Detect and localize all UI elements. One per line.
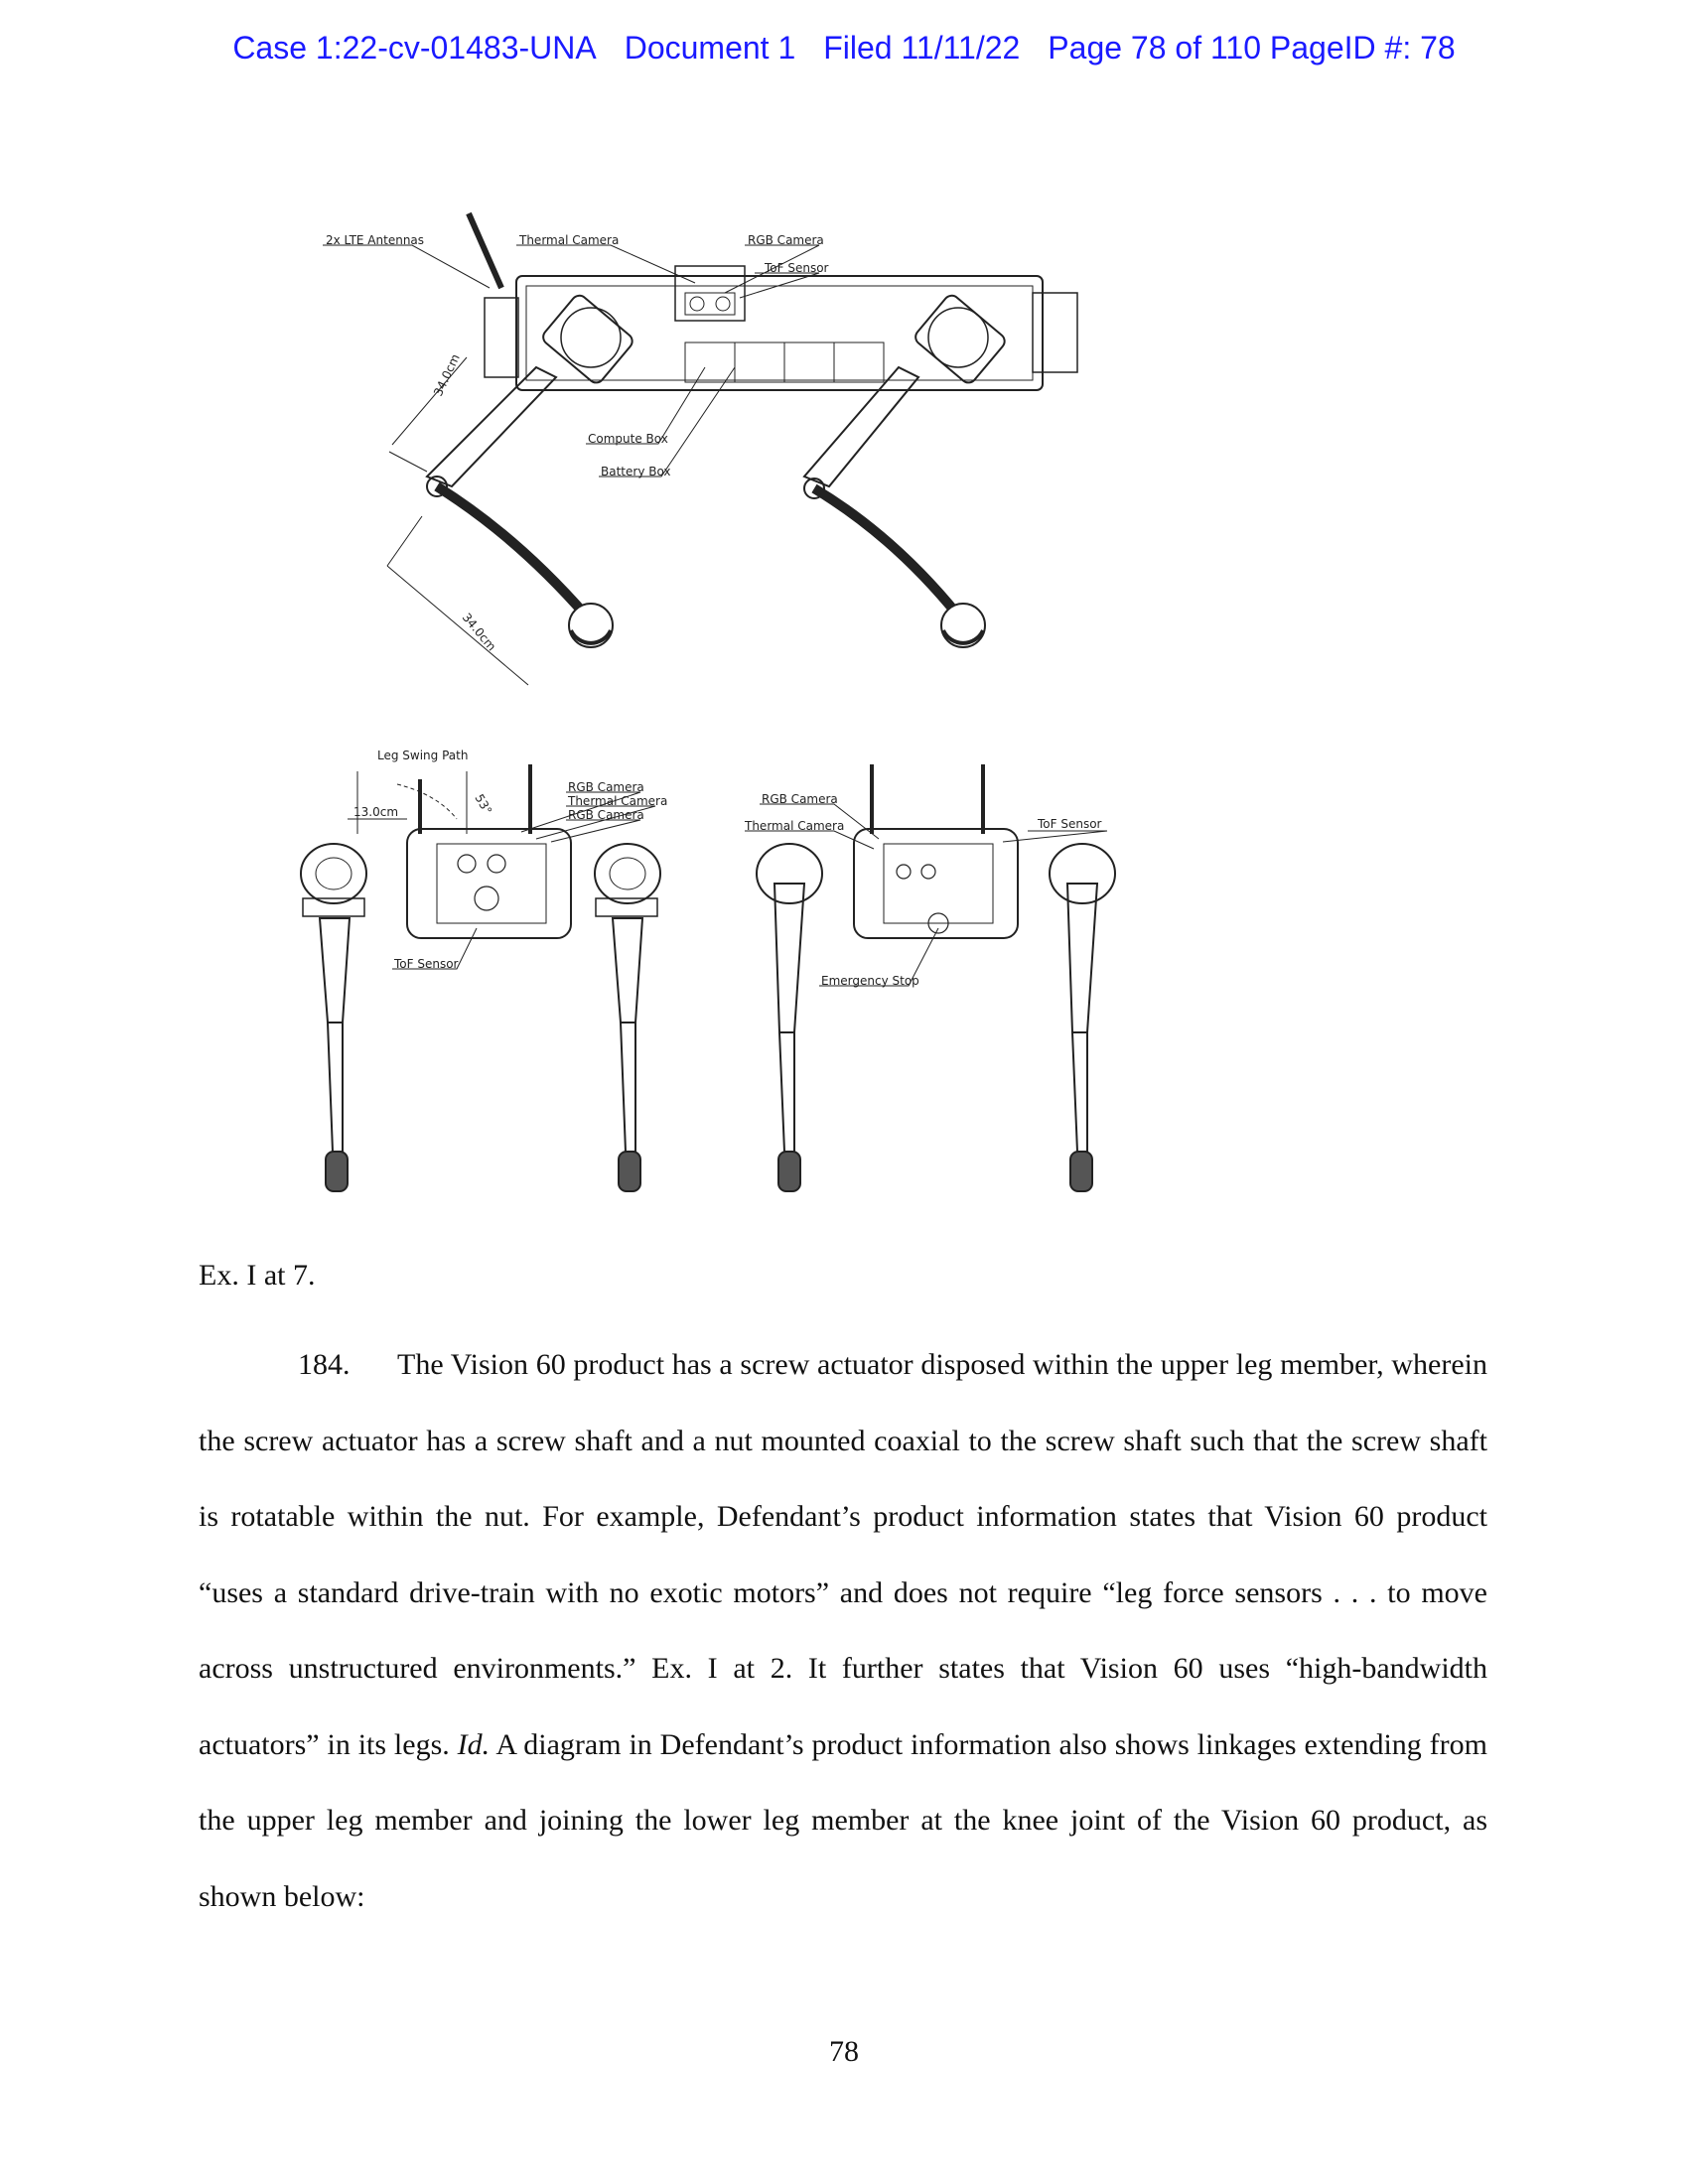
paragraph-text-1: The Vision 60 product has a screw actuator disposed within the upper leg member, wherein the screw actuator has a screw shaft and a nut mounted coaxial to the screw shaft such that the screw shaft is rotatable within the nut. For example, Defendant’s product information states that Vision 60 product “uses a standard drive-train with no exotic motors” and does not require “leg force sensors . . . to move across unstructured environments.” Ex. I at 2. It further states that Vision 60 uses “high-bandwidth actuators” in its legs. [199, 1348, 1487, 1761]
front-view-drawing [301, 764, 660, 1191]
label-lower-leg-dimension: 34.0cm [459, 610, 499, 654]
label-upper-leg-dimension: 34.0cm [431, 351, 463, 399]
paragraph-text-2: A diagram in Defendant’s product information also shows linkages extending from the upper leg member and joining the lower leg member at the knee joint of the Vision 60 product, as shown below: [199, 1727, 1487, 1913]
side-view-drawing [323, 213, 1077, 685]
page-id: Page 78 of 110 PageID #: 78 [1048, 30, 1456, 66]
label-emergency-stop: Emergency Stop [821, 974, 919, 988]
label-rear-tof-sensor: ToF Sensor [1038, 817, 1102, 831]
label-compute-box: Compute Box [588, 432, 668, 446]
label-front-tof-sensor: ToF Sensor [394, 957, 459, 971]
label-leg-swing-path: Leg Swing Path [377, 749, 469, 762]
label-side-rgb-camera: RGB Camera [748, 233, 824, 247]
label-front-rgb-camera-2: RGB Camera [568, 808, 644, 822]
label-front-thermal-camera: Thermal Camera [568, 794, 668, 808]
label-side-tof-sensor: ToF Sensor [765, 261, 829, 275]
label-front-rgb-camera-1: RGB Camera [568, 780, 644, 794]
label-battery-box: Battery Box [601, 465, 671, 478]
paragraph-number: 184. [298, 1348, 351, 1381]
label-side-thermal-camera: Thermal Camera [519, 233, 620, 247]
label-lte-antennas: 2x LTE Antennas [326, 233, 425, 247]
id-citation: Id. [457, 1727, 491, 1761]
exhibit-caption: Ex. I at 7. [199, 1259, 316, 1292]
document-number: Document 1 [624, 30, 796, 66]
page-number: 78 [829, 2035, 859, 2068]
label-rear-rgb-camera: RGB Camera [762, 792, 838, 806]
label-width-dimension: 13.0cm [353, 805, 399, 819]
paragraph-184 [199, 1327, 1487, 1935]
case-number: Case 1:22-cv-01483-UNA [232, 30, 597, 66]
label-rear-thermal-camera: Thermal Camera [745, 819, 845, 833]
filed-date: Filed 11/11/22 [823, 30, 1021, 66]
label-swing-angle: 53° [472, 791, 495, 817]
